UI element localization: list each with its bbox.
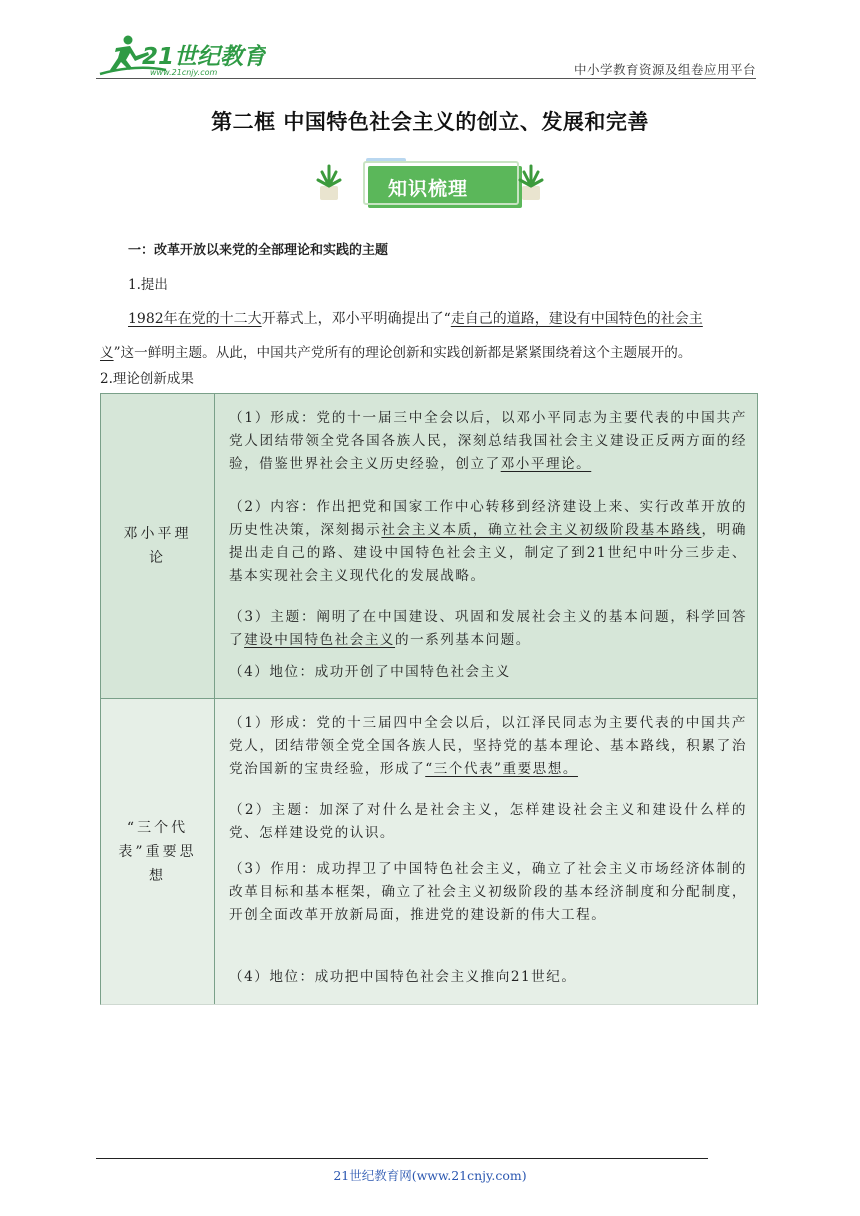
logo-wordmark: 21世纪教育 — [142, 44, 266, 70]
row-label-three-represents: “三个代 表”重要思 想 — [101, 699, 215, 1004]
subheading-propose: 1.提出 — [128, 277, 168, 293]
theory-table — [100, 393, 758, 1005]
subheading-achievements: 2.理论创新成果 — [100, 371, 194, 387]
table-row-three-represents — [100, 699, 758, 1005]
deng-formation: （1）形成：党的十一届三中全会以后，以邓小平同志为主要代表的中国共产党人团结带领全党各国各族人民，深刻总结我国社会主义建设正反两方面的经验，借鉴世界社会主义历史经验，创立了邓小平理论。 — [229, 410, 747, 472]
deng-content: （2）内容：作出把党和国家工作中心转移到经济建设上来、实行改革开放的历史性决策，深刻揭示社会主义本质，确立社会主义初级阶段基本路线，明确提出走自己的路、建设中国特色社会主义，制定了到21世纪中叶分三步走、基本实现社会主义现代化的发展战略。 — [229, 499, 748, 584]
banner-label: 知识梳理 — [387, 178, 468, 200]
table-row-deng — [100, 393, 758, 699]
three-role: （3）作用：成功捍卫了中国特色社会主义，确立了社会主义市场经济体制的改革目标和基本框架，确立了社会主义初级阶段的基本经济制度和分配制度，开创全面改革开放新局面，推进党的建设新的伟大工程。 — [229, 861, 747, 923]
three-formation: （1）形成：党的十三届四中全会以后，以江泽民同志为主要代表的中国共产党人，团结带领全党全国各族人民，坚持党的基本理论、基本路线，积累了治党治国新的宝贵经验，形成了“三个代表”重要思想。 — [229, 715, 747, 777]
footer-divider — [96, 1158, 708, 1159]
three-status: （4）地位：成功把中国特色社会主义推向21世纪。 — [229, 969, 577, 985]
three-theme: （2）主题：加深了对什么是社会主义，怎样建设社会主义和建设什么样的党、怎样建设党的认识。 — [229, 802, 747, 841]
site-logo — [96, 34, 266, 78]
header-platform-name: 中小学教育资源及组卷应用平台 — [573, 62, 756, 77]
intro-paragraph-line1: 1982年在党的十二大开幕式上，邓小平明确提出了“走自己的道路，建设有中国特色的社会主 — [128, 311, 703, 327]
logo-url: www.21cnjy.com — [150, 68, 218, 77]
header-divider — [96, 78, 756, 79]
intro-paragraph-line2: 义”这一鲜明主题。从此，中国共产党所有的理论创新和实践创新都是紧紧围绕着这个主题展开的。 — [100, 345, 692, 361]
plant-icon-left — [318, 166, 340, 200]
deng-status: （4）地位：成功开创了中国特色社会主义 — [229, 664, 511, 680]
row-label-deng: 邓小平理 论 — [101, 394, 215, 698]
footer-link[interactable]: 21世纪教育网(www.21cnjy.com) — [333, 1168, 527, 1183]
plant-icon-right — [520, 166, 542, 200]
section-heading: 一：改革开放以来党的全部理论和实践的主题 — [128, 243, 389, 258]
page-title: 第二框 中国特色社会主义的创立、发展和完善 — [211, 109, 649, 134]
deng-theme: （3）主题：阐明了在中国建设、巩固和发展社会主义的基本问题，科学回答了建设中国特色社会主义的一系列基本问题。 — [229, 609, 747, 648]
